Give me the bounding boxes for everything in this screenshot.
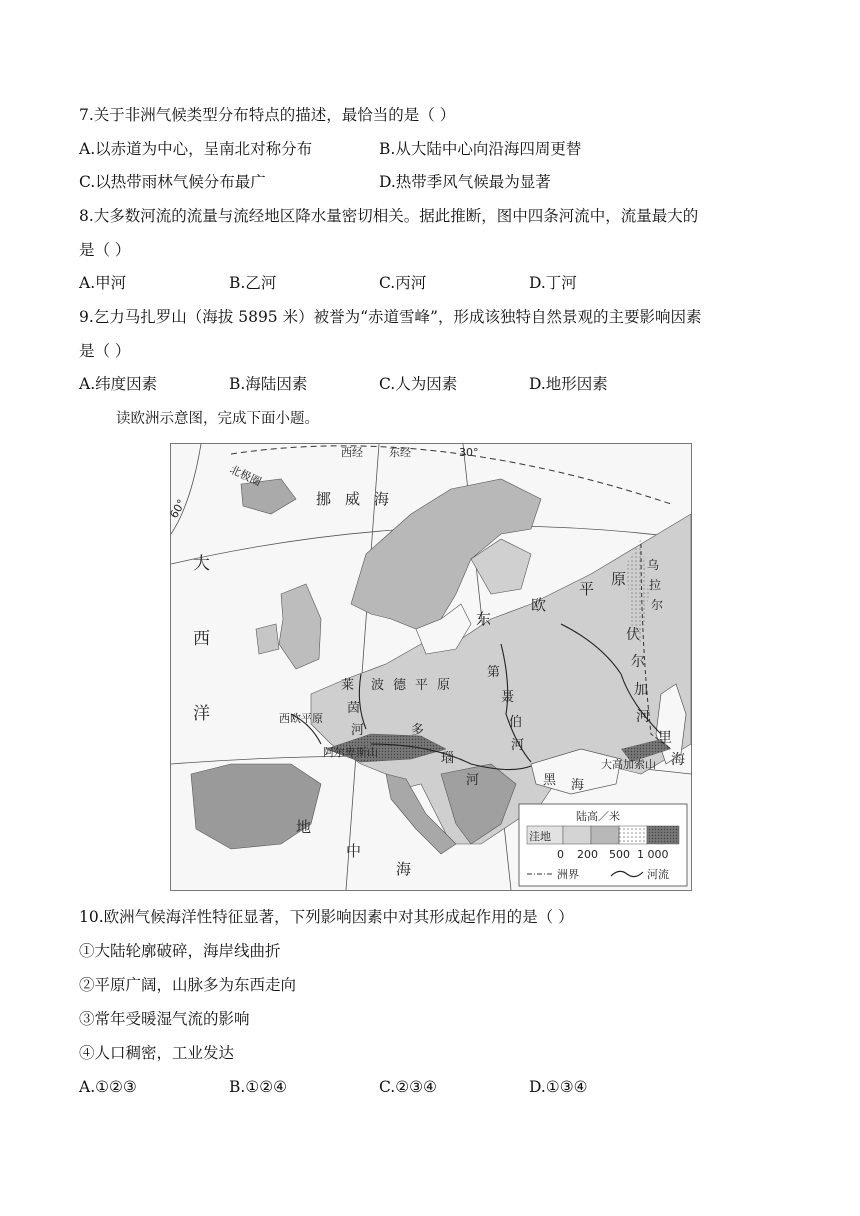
eep-3: 平 [579,580,595,598]
q10-item-1: ①大陆轮廓破碎，海岸线曲折 [79,942,281,960]
q8-stem-line1: 8.大多数河流的流量与流经地区降水量密切相关。据此推断，图中四条河流中，流量最大的 [79,207,699,225]
legend-tick-1000: 1 000 [637,848,669,861]
q9-option-a: A.纬度因素 [79,375,158,393]
q8-option-a: A.甲河 [79,274,127,292]
legend-tick-200: 200 [577,848,598,861]
atlantic-2: 西 [193,629,210,649]
q10-option-d: D.①③④ [529,1078,588,1096]
arctic-circle-label: 北极圈 [227,462,264,489]
q8-stem-line2: 是（ ） [79,241,131,259]
med-1: 地 [296,818,312,836]
alps-label: 阿尔卑斯山 [323,746,378,759]
deg60-label: 60° [167,497,189,521]
q9-stem-line2: 是（ ） [79,342,131,360]
q10-item-4: ④人口稠密，工业发达 [79,1044,235,1062]
q7-option-a: A.以赤道为中心，呈南北对称分布 [79,140,313,158]
q7-option-c: C.以热带雨林气候分布最广 [79,173,266,191]
dnieper-1: 第 [487,665,501,680]
danube-2: 瑙 [441,751,455,766]
legend-lowland: 洼地 [529,830,551,843]
norwegian-sea-label: 挪威海 [316,490,404,508]
q10-option-b: B.①②④ [229,1078,288,1096]
q10-item-2: ②平原广阔，山脉多为东西走向 [79,976,297,994]
q9-stem-line1: 9.乞力马扎罗山（海拔 5895 米）被誉为“赤道雪峰”，形成该独特自然景观的主要影响因素 [79,308,702,326]
legend-swatch-0 [563,826,591,844]
map-legend [519,804,687,886]
legend-swatch-200 [591,826,619,844]
legend-border: 洲界 [557,868,579,881]
q8-option-d: D.丁河 [529,274,577,292]
volga-2: 尔 [631,654,645,670]
ural-3: 尔 [651,598,664,612]
legend-tick-0: 0 [557,848,564,861]
legend-river: 河流 [647,868,669,881]
atlantic-1: 大 [193,554,210,574]
rhine-3: 河 [351,723,365,738]
caucasus-label: 大高加索山 [601,758,656,771]
q9-option-d: D.地形因素 [529,375,608,393]
volga-4: 河 [636,709,650,725]
atlantic-3: 洋 [193,704,210,724]
q10-stem: 10.欧洲气候海洋性特征显著，下列影响因素中对其形成起作用的是（ ） [79,908,574,926]
q7-option-b: B.从大陆中心向沿海四周更替 [379,140,582,158]
q10-option-c: C.②③④ [379,1078,437,1096]
q10-option-a: A.①②③ [79,1078,137,1096]
east-lon-label: 东经 [389,446,411,459]
cp-1: 波 [371,678,385,693]
west-plain-label: 西欧平原 [279,712,323,725]
ireland [256,624,279,654]
q10-item-3: ③常年受暖湿气流的影响 [79,1010,250,1028]
west-lon-label: 西经 [341,446,363,459]
q8-option-c: C.丙河 [379,274,427,292]
dnieper-2: 聂 [501,690,515,705]
rhine-1: 莱 [341,678,355,693]
q7-option-d: D.热带季风气候最为显著 [379,173,551,191]
caspian-2: 海 [671,752,685,768]
rhine-2: 茵 [347,701,361,716]
legend-title: 陆高／米 [576,810,620,823]
danube-1: 多 [411,723,425,738]
volga-3: 加 [634,682,648,698]
med-3: 海 [396,860,412,878]
europe-map [167,443,692,891]
legend-swatch-1000 [647,826,679,844]
caspian-1: 里 [658,730,672,746]
eep-4: 原 [611,570,627,588]
cp-4: 原 [437,678,451,693]
ural-2: 拉 [649,578,662,592]
q8-option-b: B.乙河 [229,274,277,292]
europe-map-svg [167,444,691,890]
dnieper-4: 河 [511,738,525,753]
eep-2: 欧 [531,596,547,614]
map-intro: 读欧洲示意图，完成下面小题。 [116,411,319,427]
black-sea-2: 海 [571,778,585,793]
q9-option-c: C.人为因素 [379,375,458,393]
danube-3: 河 [466,773,480,788]
legend-swatch-500 [619,826,647,844]
volga-1: 伏 [626,627,640,643]
ural-1: 乌 [647,558,660,572]
dnieper-3: 伯 [509,715,523,730]
deg30-label: 30° [459,446,479,459]
med-2: 中 [346,842,362,860]
q9-option-b: B.海陆因素 [229,375,308,393]
legend-tick-500: 500 [609,848,630,861]
q7-stem: 7.关于非洲气候类型分布特点的描述，最恰当的是（ ） [79,106,456,124]
cp-3: 平 [415,678,429,693]
cp-2: 德 [393,678,407,693]
black-sea-1: 黑 [543,773,557,788]
eep-1: 东 [476,610,492,628]
